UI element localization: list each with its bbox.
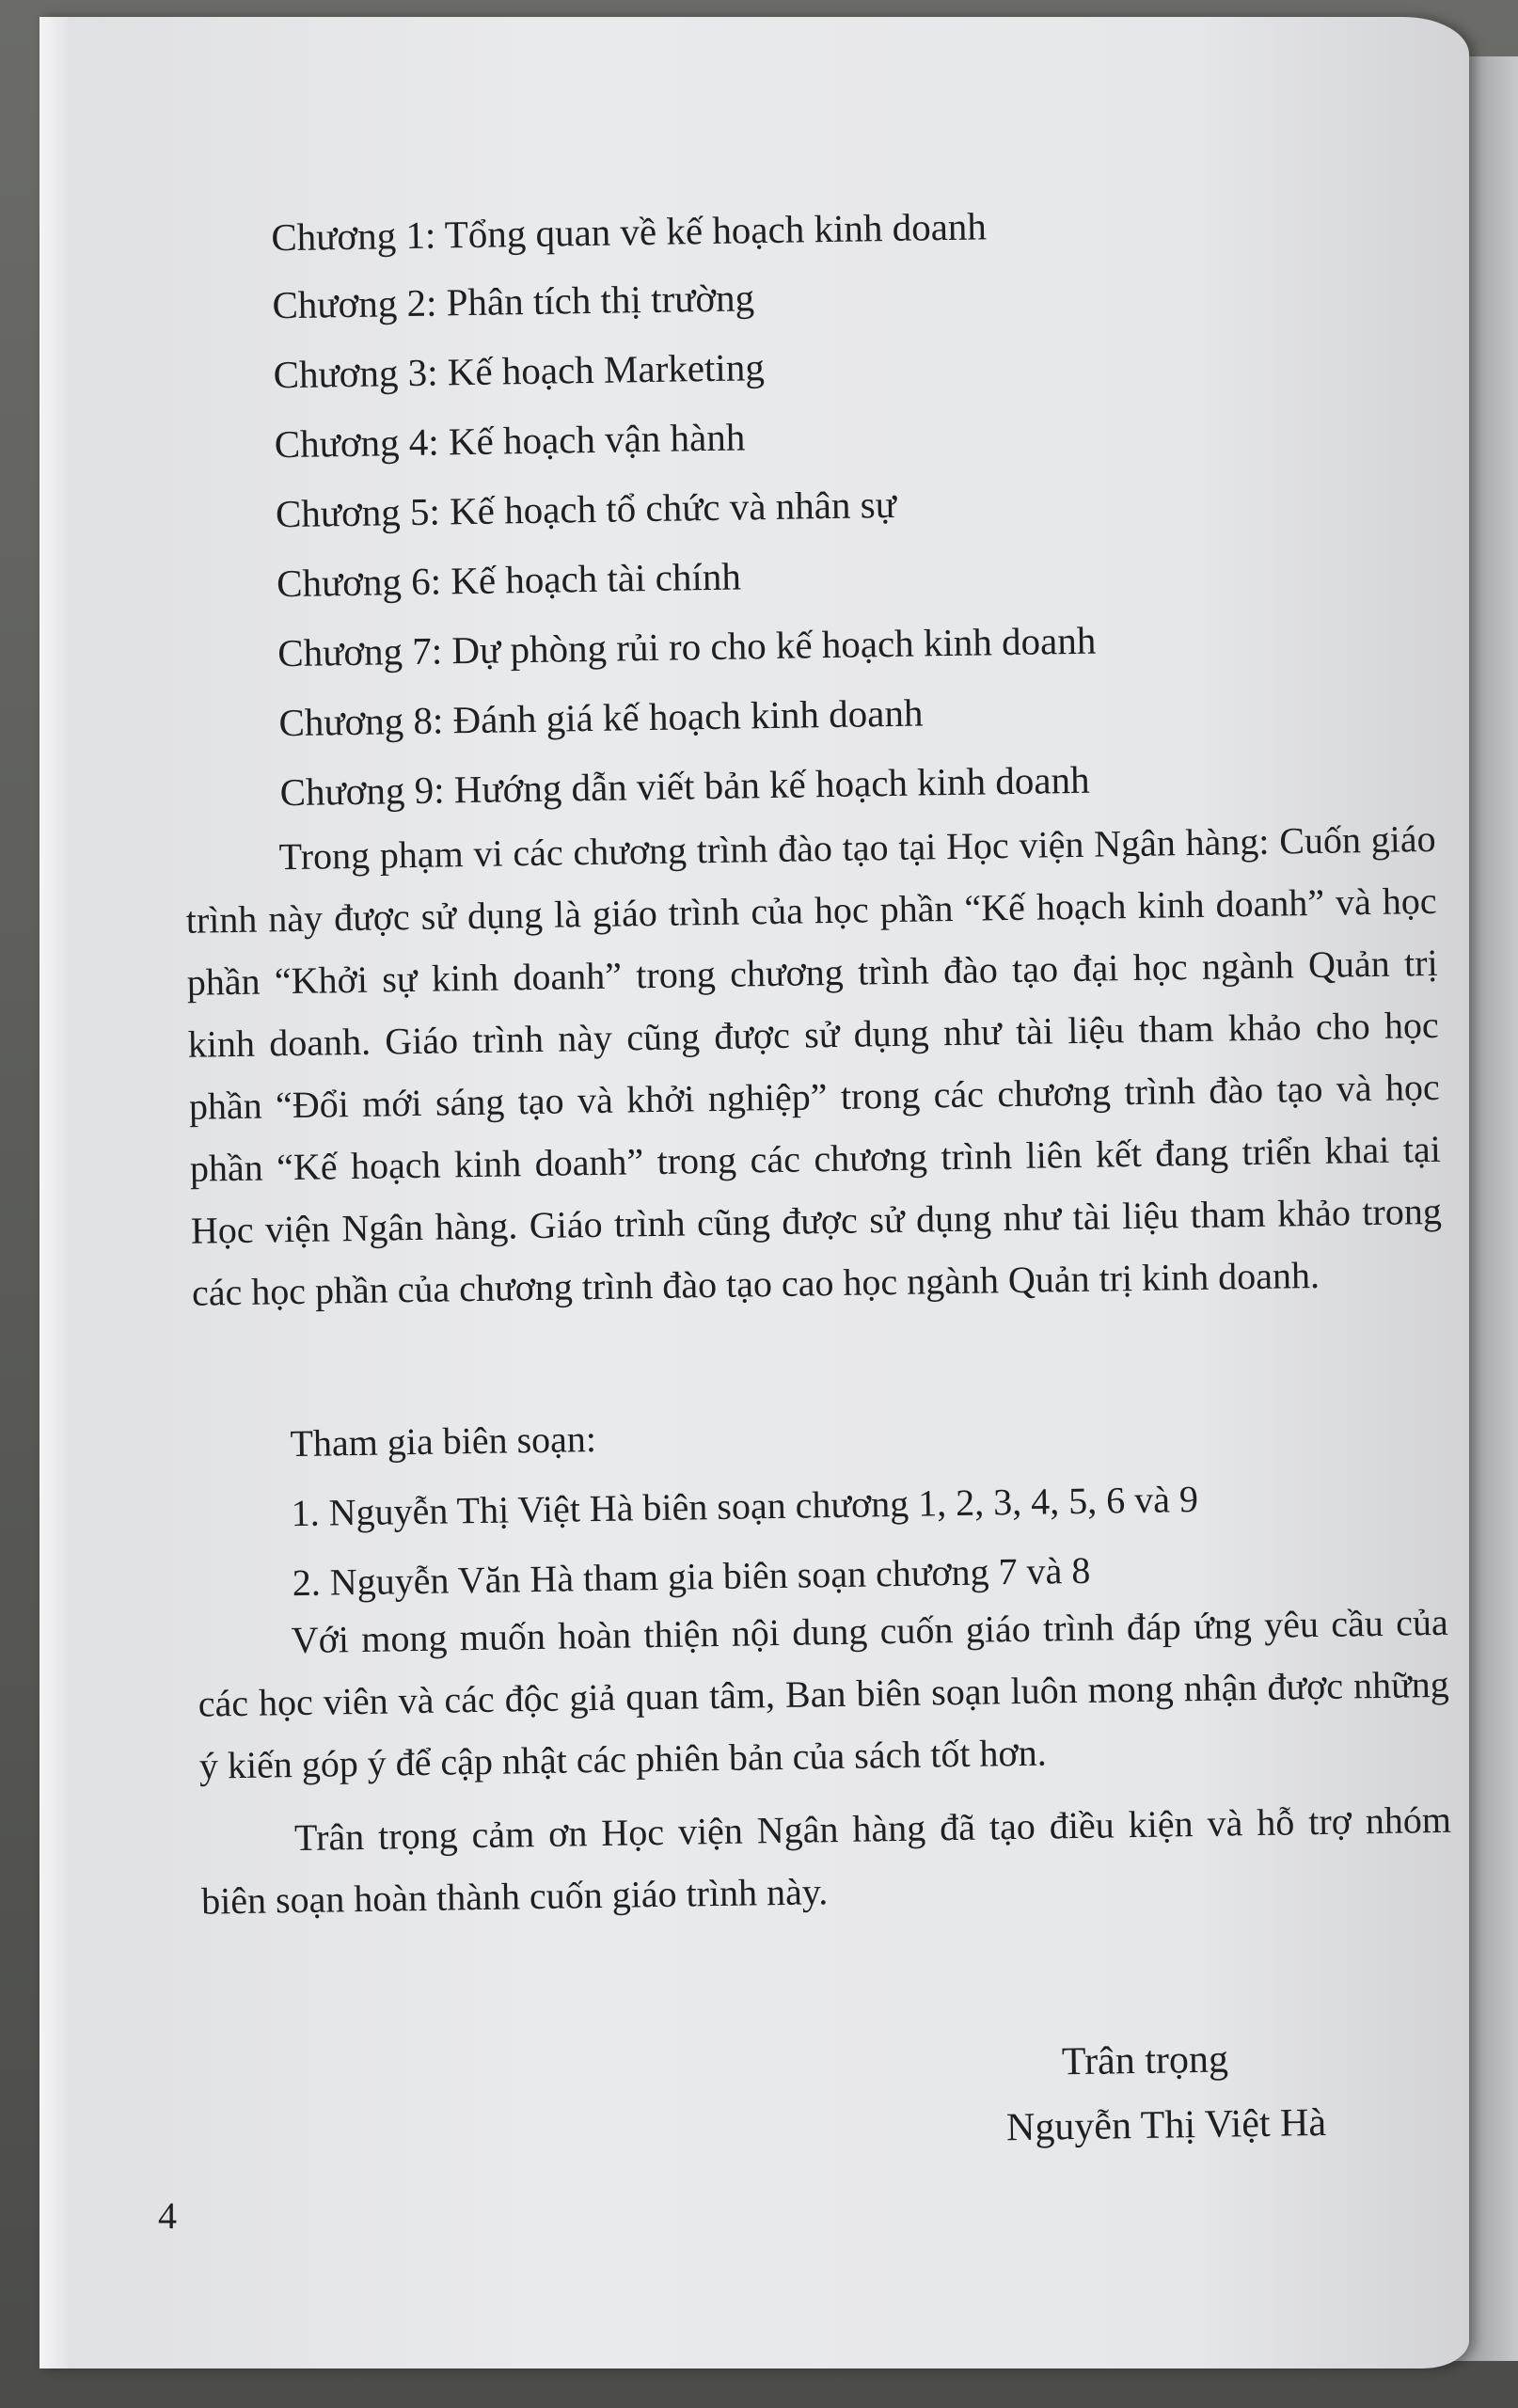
closing-text: Trân trọng <box>1061 2037 1229 2084</box>
toc-chapter-7: Chương 7: Dự phòng rủi ro cho kế hoạch kinh doanh <box>277 618 1097 675</box>
contributor-2: 2. Nguyễn Văn Hà tham gia biên soạn chương 7 và 8 <box>292 1548 1091 1605</box>
toc-chapter-5: Chương 5: Kế hoạch tổ chức và nhân sự <box>275 482 897 536</box>
page-left-edge <box>40 17 68 2368</box>
contributors-label: Tham gia biên soạn: <box>290 1418 597 1465</box>
page-number: 4 <box>158 2194 177 2237</box>
toc-chapter-2: Chương 2: Phân tích thị trường <box>272 276 755 327</box>
toc-chapter-8: Chương 8: Đánh giá kế hoạch kinh doanh <box>278 690 924 745</box>
toc-chapter-3: Chương 3: Kế hoạch Marketing <box>273 345 766 397</box>
toc-chapter-1: Chương 1: Tổng quan về kế hoạch kinh doanh <box>271 204 988 260</box>
toc-chapter-4: Chương 4: Kế hoạch vận hành <box>274 415 746 467</box>
scope-paragraph: Trong phạm vi các chương trình đào tạo tại Học viện Ngân hàng: Cuốn giáo trình này được sử dụng là giáo trình của học phần “Kế hoạch kinh doanh” và học phần “Khởi sự kinh doanh” trong chương trình đào tạo đại học ngành Quản trị kinh doanh. Giáo trình này cũng được sử dụng như tài liệu tham khảo cho học phần “Đổi mới sáng tạo và khởi nghiệp” trong các chương trình đào tạo và học phần “Kế hoạch kinh doanh” trong các chương trình liên kết đang triển khai tại Học viện Ngân hàng. Giáo trình cũng được sử dụng như tài liệu tham khảo trong các học phần của chương trình đào tạo cao học ngành Quản trị kinh doanh. <box>185 816 1443 1314</box>
thanks-paragraph: Trân trọng cảm ơn Học viện Ngân hàng đã tạo điều kiện và hỗ trợ nhóm biên soạn hoàn thành cuốn giáo trình này. <box>200 1798 1452 1923</box>
toc-chapter-6: Chương 6: Kế hoạch tài chính <box>276 554 742 606</box>
signature-name: Nguyễn Thị Việt Hà <box>1005 2100 1327 2150</box>
feedback-paragraph: Với mong muốn hoàn thiện nội dung cuốn giáo trình đáp ứng yêu cầu của các học viên và các độc giả quan tâm, Ban biên soạn luôn mong nhận được những ý kiến góp ý để cập nhật các phiên bản của sách tốt hơn. <box>198 1600 1450 1787</box>
toc-chapter-9: Chương 9: Hướng dẫn viết bản kế hoạch kinh doanh <box>279 757 1090 815</box>
contributor-1: 1. Nguyễn Thị Việt Hà biên soạn chương 1, 2, 3, 4, 5, 6 và 9 <box>291 1477 1199 1535</box>
